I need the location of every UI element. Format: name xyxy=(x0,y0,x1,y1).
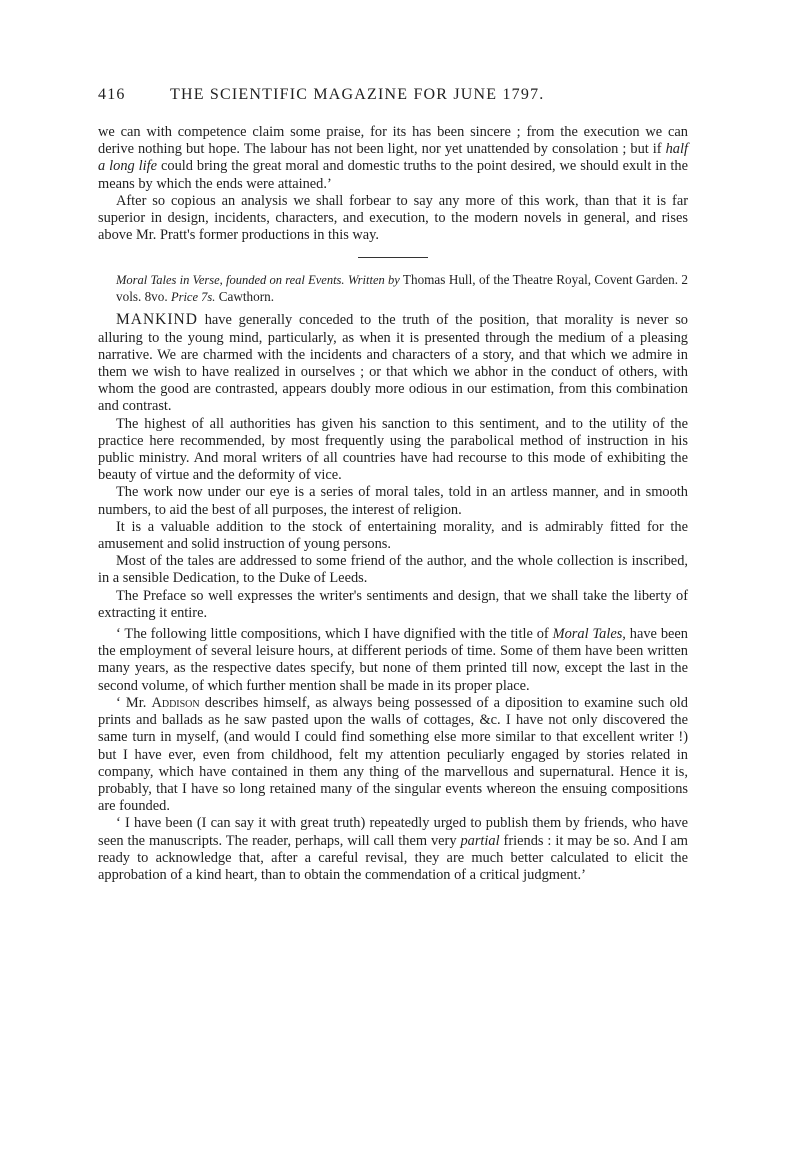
review-paragraph-5: Most of the tales are addressed to some friend of the author, and the whole collection is inscribed, in a sensible Dedication, to the Duke of Leeds. xyxy=(98,553,688,587)
preface-quote-2 xyxy=(98,695,688,815)
quote-1-italic: Moral Tales, xyxy=(552,626,626,643)
continuation-paragraph xyxy=(98,124,688,193)
quote-3-italic: partial xyxy=(460,832,500,849)
quote-2-name: Addison xyxy=(151,694,200,711)
opening-word: MANKIND xyxy=(116,311,198,329)
section-divider xyxy=(358,257,428,258)
review-paragraph-1 xyxy=(98,311,688,415)
review-price: Price 7s. xyxy=(170,289,216,304)
quote-2-end: describes himself, as always being possessed of a diposition to examine such old prints and ballads as he saw pasted upon the walls of cottages, &c. I have not only discovered the same turn in myself, (and would I could find something else more similar to that excellent writer !) but I have ever, even from childhood, felt my attention peculiarly engaged by stories related in company, which have contained in them any thing of the marvellous and supernatural. Hence it is, probably, that I have so long retained many of the singular events whereon the ensuing compositions are founded. xyxy=(98,694,688,815)
review-paragraph-6: The Preface so well expresses the writer's sentiments and design, that we shall take the liberty of extracting it entire. xyxy=(98,587,688,621)
review-publisher: Cawthorn. xyxy=(215,288,274,304)
review-paragraph-3: The work now under our eye is a series of moral tales, told in an artless manner, and in smooth numbers, to aid the best of all purposes, the interest of religion. xyxy=(98,484,688,518)
review-paragraph-4: It is a valuable addition to the stock of entertaining morality, and is admirably fitted for the amusement and solid instruction of young persons. xyxy=(98,518,688,553)
quote-2-start: ‘ Mr. xyxy=(116,694,152,711)
body-text xyxy=(98,124,688,884)
continuation-text: we can with competence claim some praise, for its has been sincere ; from the execution we can derive nothing but hope. The labour has not been light, nor yet unattended by consolation ; but if xyxy=(98,124,688,158)
page-number: 416 xyxy=(98,86,126,103)
quote-3-end: friends : it may be so. And I am ready to acknowledge that, after a careful revisal, they are much better calculated to elicit the approbation of a kind heart, than to obtain the commendation of a critical judgment.’ xyxy=(98,832,688,883)
review-heading xyxy=(98,272,688,305)
continuation-text-end: could bring the great moral and domestic truths to the point desired, we should exult in the means by which the ends were attained.’ xyxy=(98,158,688,192)
preface-quote-1 xyxy=(98,626,688,695)
running-title: THE SCIENTIFIC MAGAZINE FOR JUNE 1797. xyxy=(170,86,545,103)
review-written-by: Written by xyxy=(347,273,400,288)
preface-quote-3 xyxy=(98,815,688,884)
review-paragraph-2: The highest of all authorities has given his sanction to this sentiment, and to the utility of the practice here recommended, by most frequently using the parabolical method of instruction in his public ministry. And moral writers of all countries have had recourse to this mode of exhibiting the beauty of virtue and the deformity of vice. xyxy=(98,415,688,484)
quote-3-start: ‘ I have been (I can say it with great truth) repeatedly urged to publish them by friends, who have seen the manuscripts. The reader, perhaps, will call them very xyxy=(98,815,688,849)
review-title: Moral Tales in Verse, founded on real Events. xyxy=(116,273,345,288)
continuation-italic: half a long life xyxy=(98,141,688,175)
quote-1-start: ‘ The following little compositions, which I have dignified with the title of xyxy=(116,626,553,643)
quote-1-end: have been the employment of several leisure hours, at different periods of time. Some of them have been written many years, as the respective dates specify, but none of them printed till now, except the last in the second volume, of which further mention shall be made in its proper place. xyxy=(98,626,688,694)
running-header xyxy=(98,86,698,104)
review-p1-text: have generally conceded to the truth of the position, that morality is never so alluring to the young mind, particularly, as when it is presented through the medium of a pleasing narrative. We are charmed with the incidents and characters of a story, and that which we admire in them we wish to have realized in ourselves ; or that which we abhor in the conduct of others, with whom the good are contrasted, appears doubly more odious in our estimation, from this combination and contrast. xyxy=(98,312,688,415)
closing-paragraph: After so copious an analysis we shall forbear to say any more of this work, than that it is far superior in design, incidents, characters, and execution, to the modern novels in general, and rises above Mr. Pratt's former productions in this way. xyxy=(98,192,688,244)
review-author: Thomas Hull, of the Theatre Royal, Covent Garden. 2 vols. 8vo. xyxy=(116,272,689,304)
